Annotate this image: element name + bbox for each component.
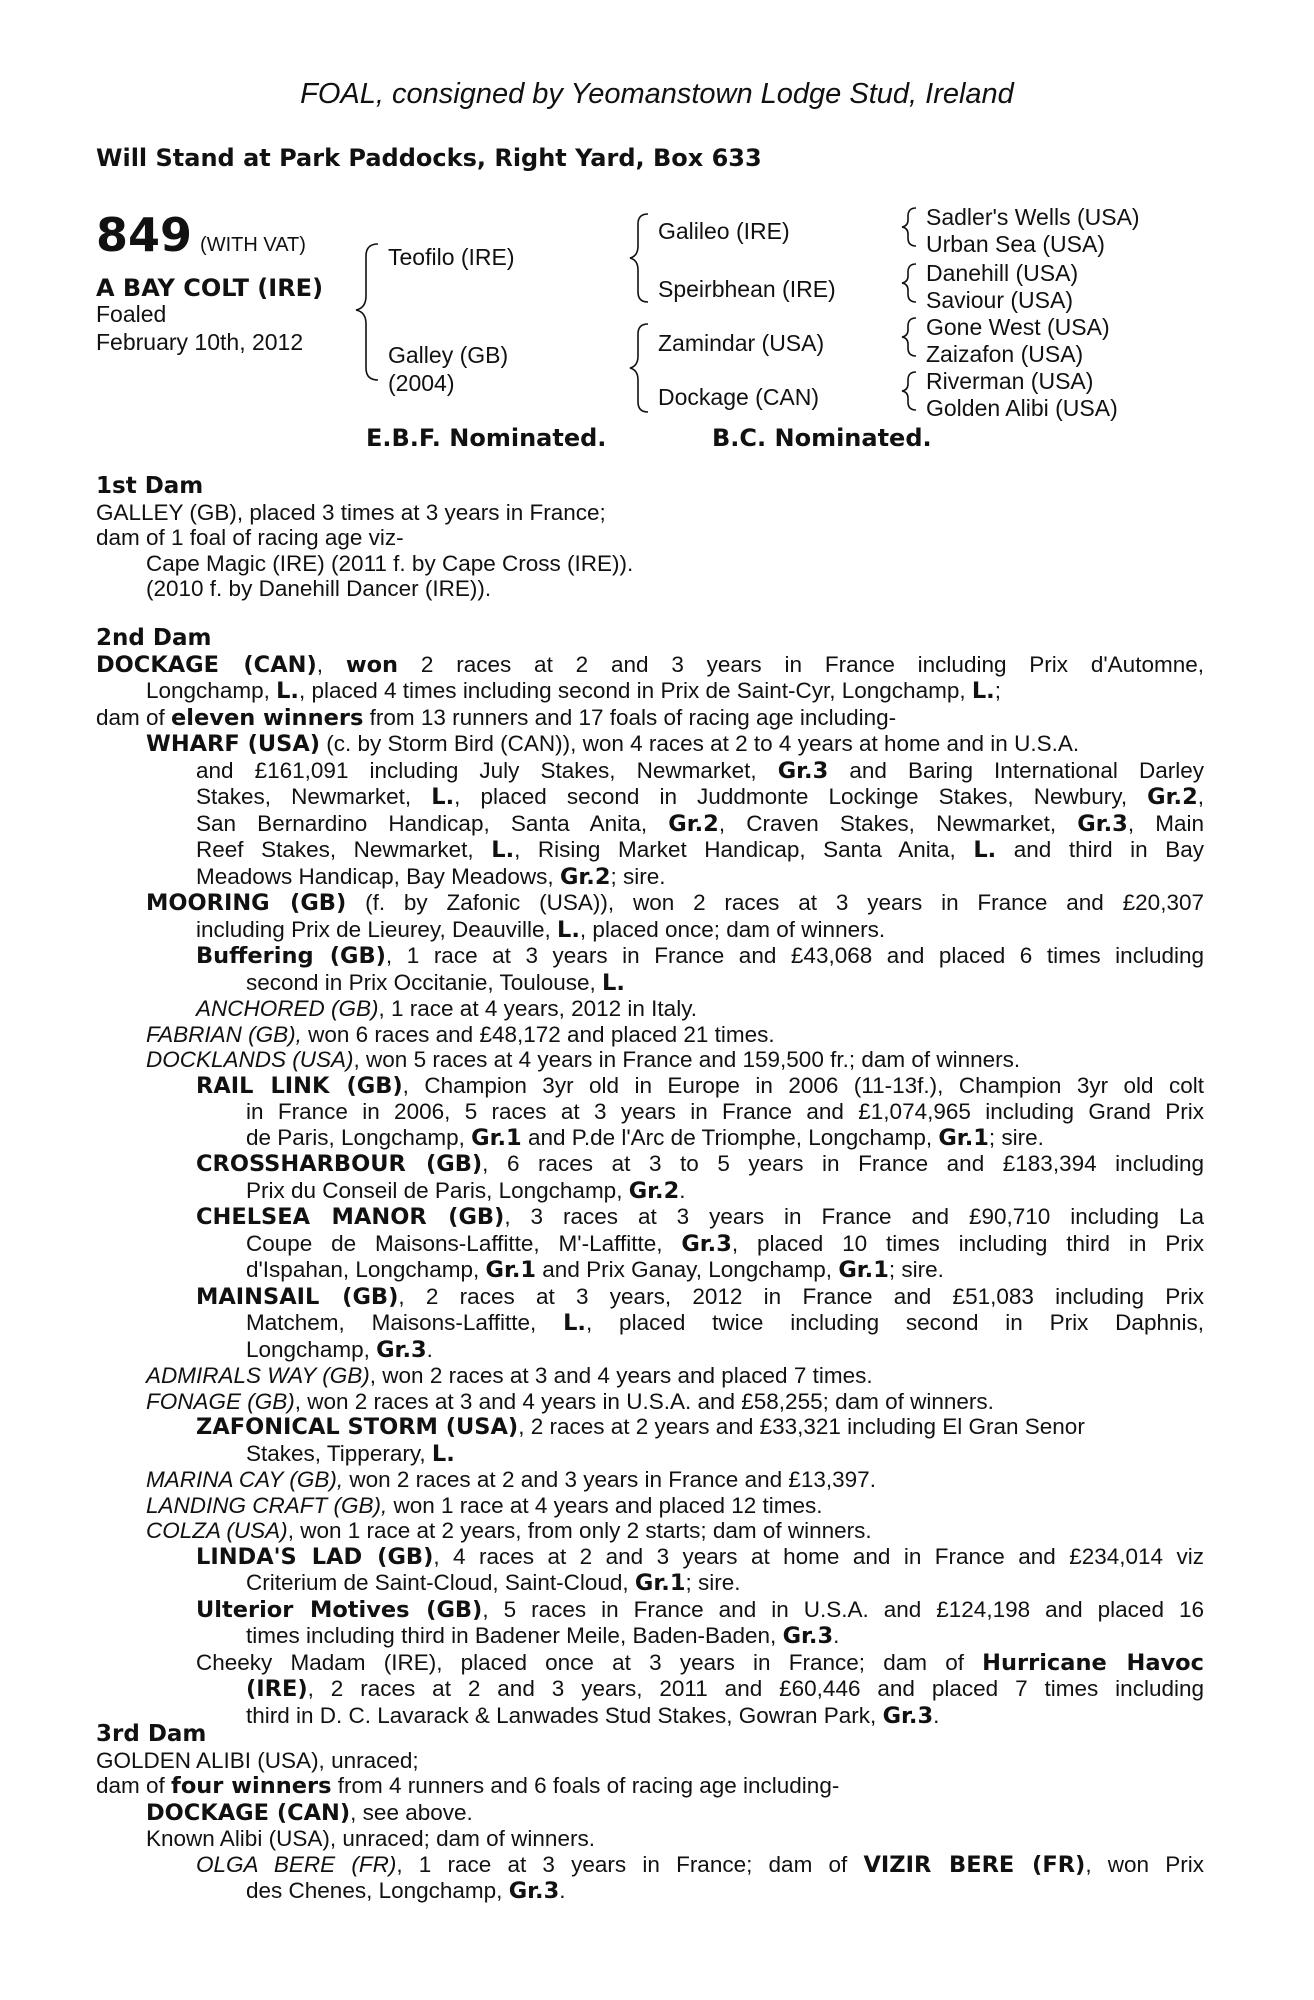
race-text: and Baring International Darley bbox=[828, 757, 1204, 783]
brace-dam bbox=[630, 324, 648, 412]
ggs-4: Saviour (USA) bbox=[926, 287, 1073, 313]
second-dam-heading: 2nd Dam bbox=[96, 625, 212, 651]
race-text: . bbox=[426, 1336, 433, 1362]
granddam-2: Dockage (CAN) bbox=[658, 384, 820, 410]
race-text: Longchamp, bbox=[146, 678, 277, 703]
known-alibi-line: Known Alibi (USA), unraced; dam of winners. bbox=[146, 1826, 595, 1851]
cheeky-line-2 bbox=[96, 1676, 1204, 1703]
first-dam-section bbox=[96, 474, 1204, 602]
anchored-line bbox=[96, 996, 1204, 1022]
race-text: won 1 race at 4 years and placed 12 times. bbox=[387, 1492, 823, 1518]
chelsea-line-3 bbox=[96, 1257, 1204, 1284]
race-text: , see above. bbox=[350, 1799, 473, 1825]
grade-mark: Gr.1 bbox=[634, 1570, 686, 1596]
race-text: de Paris, Longchamp, bbox=[246, 1124, 472, 1150]
horse-name: DOCKLANDS (USA) bbox=[146, 1047, 354, 1072]
listed-mark: L. bbox=[431, 1440, 455, 1467]
horse-name: VIZIR BERE (FR) bbox=[863, 1851, 1086, 1878]
horse-name: ADMIRALS WAY (GB) bbox=[146, 1363, 370, 1388]
fonage-line bbox=[96, 1389, 1204, 1415]
lindas-line-2 bbox=[96, 1570, 1204, 1597]
chelsea-line-2 bbox=[96, 1231, 1204, 1258]
bc-nominated: B.C. Nominated. bbox=[712, 424, 932, 452]
race-text: , 6 races at 3 to 5 years in France and £183,394 including bbox=[482, 1151, 1204, 1176]
first-dam-produce: Cape Magic (IRE) (2011 f. by Cape Cross (IRE)). bbox=[146, 550, 634, 576]
dockage-line-2 bbox=[96, 678, 1204, 705]
race-text: ; sire. bbox=[888, 1257, 944, 1282]
listed-mark: L. bbox=[276, 678, 299, 704]
raillink-line-3 bbox=[96, 1125, 1204, 1152]
horse-name: Hurricane Havoc bbox=[982, 1649, 1204, 1676]
fabrian-line bbox=[96, 1022, 1204, 1048]
admirals-line bbox=[96, 1363, 1204, 1389]
race-text: , Champion 3yr old in Europe in 2006 (11-13f.), Champion 3yr old colt bbox=[402, 1072, 1204, 1098]
horse-name: MAINSAIL (GB) bbox=[196, 1283, 399, 1310]
zafonical-line-2 bbox=[96, 1441, 1204, 1468]
grade-mark: Gr.3 bbox=[882, 1702, 934, 1729]
lot-number: 849 bbox=[96, 208, 193, 262]
grade-mark: Gr.3 bbox=[1077, 810, 1128, 837]
first-dam-produce: (2010 f. by Danehill Dancer (IRE)). bbox=[146, 576, 492, 601]
crossharbour-line-1 bbox=[96, 1151, 1204, 1178]
race-text: 2 races at 2 and 3 years in France including Prix d'Automne, bbox=[398, 651, 1204, 677]
race-text: Criterium de Saint-Cloud, Saint-Cloud, bbox=[246, 1570, 635, 1595]
cheeky-line-1 bbox=[96, 1650, 1204, 1677]
race-text: won 2 races at 2 and 3 years in France and £13,397. bbox=[343, 1467, 876, 1492]
brace-ggs-4 bbox=[902, 372, 916, 410]
race-text: . bbox=[933, 1702, 940, 1728]
horse-name: MOORING (GB) bbox=[146, 890, 347, 916]
horse-name: CHELSEA MANOR (GB) bbox=[196, 1204, 505, 1230]
race-text: ; sire. bbox=[988, 1124, 1044, 1150]
ggs-5: Gone West (USA) bbox=[926, 314, 1110, 340]
race-text: times including third in Badener Meile, Baden-Baden, bbox=[246, 1623, 783, 1648]
race-text: Stakes, Newmarket, bbox=[196, 784, 432, 809]
listed-mark: L. bbox=[973, 837, 997, 863]
brace-ggs-1 bbox=[902, 208, 916, 246]
ulterior-line-1 bbox=[96, 1597, 1204, 1624]
lindas-line-1 bbox=[96, 1544, 1204, 1571]
brace-sire bbox=[630, 214, 648, 302]
ggs-7: Riverman (USA) bbox=[926, 368, 1094, 394]
olga-line-2 bbox=[96, 1878, 1204, 1905]
winners-count: four winners bbox=[171, 1773, 332, 1799]
race-text: , placed 4 times including second in Prix de Saint-Cyr, Longchamp, bbox=[298, 678, 972, 703]
won-label: won bbox=[345, 651, 399, 678]
granddam-1: Speirbhean (IRE) bbox=[658, 276, 836, 302]
vat-note: (WITH VAT) bbox=[200, 234, 306, 256]
race-text: (c. by Storm Bird (CAN)), won 4 races at 2 to 4 years at home and in U.S.A. bbox=[320, 731, 1080, 756]
dockage-line-1: DOCKAGE (CAN), won 2 races at 2 and 3 years in France including Prix d'Automne, bbox=[96, 651, 1204, 678]
ebf-nominated: E.B.F. Nominated. bbox=[366, 424, 607, 452]
race-text: , placed twice including second in Prix Daphnis, bbox=[585, 1310, 1204, 1335]
race-text: , 1 race at 4 years, 2012 in Italy. bbox=[378, 996, 698, 1021]
sire-name: Teofilo (IRE) bbox=[388, 244, 515, 270]
race-text: Prix du Conseil de Paris, Longchamp, bbox=[246, 1177, 629, 1203]
race-text: ; sire. bbox=[610, 863, 666, 889]
page-title: FOAL, consigned by Yeomanstown Lodge Stud, Ireland bbox=[300, 78, 1014, 110]
race-text: , won Prix bbox=[1085, 1851, 1204, 1877]
grade-mark: Gr.2 bbox=[668, 810, 719, 837]
race-text: Stakes, Tipperary, bbox=[246, 1440, 432, 1466]
brace-ggs-3 bbox=[902, 318, 916, 356]
ggs-2: Urban Sea (USA) bbox=[926, 231, 1105, 257]
buffering-line-2 bbox=[96, 970, 1204, 997]
horse-name: LANDING CRAFT (GB), bbox=[146, 1492, 388, 1518]
race-text: , 3 races at 3 years in France and £90,710 including La bbox=[504, 1204, 1204, 1229]
colt-name: A BAY COLT (IRE) bbox=[96, 274, 324, 302]
race-text: des Chenes, Longchamp, bbox=[246, 1878, 509, 1903]
raillink-line-1 bbox=[96, 1073, 1204, 1100]
race-text: , Craven Stakes, Newmarket, bbox=[718, 810, 1078, 836]
horse-name: FONAGE (GB) bbox=[146, 1388, 295, 1414]
horse-name: CROSSHARBOUR (GB) bbox=[196, 1151, 483, 1177]
brace-ggs-2 bbox=[902, 264, 916, 302]
race-text: Longchamp, bbox=[246, 1336, 377, 1362]
chelsea-line-1 bbox=[96, 1204, 1204, 1231]
race-text: and Prix Ganay, Longchamp, bbox=[536, 1257, 839, 1282]
dockage-produce-line bbox=[96, 705, 1204, 732]
grade-mark: Gr.1 bbox=[938, 1124, 989, 1151]
docklands-line bbox=[96, 1047, 1204, 1073]
wharf-line-2 bbox=[96, 758, 1204, 785]
first-dam-line: GALLEY (GB), placed 3 times at 3 years in France; bbox=[96, 499, 606, 525]
grade-mark: Gr.2 bbox=[1147, 784, 1198, 810]
race-text: . bbox=[679, 1177, 686, 1203]
third-dam-section bbox=[96, 1722, 1204, 1905]
grade-mark: Gr.2 bbox=[628, 1177, 680, 1204]
listed-mark: L. bbox=[491, 837, 515, 863]
horse-name: ZAFONICAL STORM (USA) bbox=[196, 1414, 519, 1440]
race-text: Meadows Handicap, Bay Meadows, bbox=[196, 863, 560, 889]
first-dam-line: dam of 1 foal of racing age viz- bbox=[96, 525, 404, 550]
race-text: Coupe de Maisons-Laffitte, M'-Laffitte, bbox=[246, 1230, 682, 1256]
horse-name: Ulterior Motives (GB) bbox=[196, 1596, 483, 1623]
horse-name: DOCKAGE (CAN) bbox=[96, 651, 317, 678]
ggs-6: Zaizafon (USA) bbox=[926, 341, 1084, 367]
winners-count: eleven winners bbox=[171, 704, 364, 731]
landing-line bbox=[96, 1493, 1204, 1519]
ggs-3: Danehill (USA) bbox=[926, 260, 1079, 286]
race-text: d'Ispahan, Longchamp, bbox=[246, 1257, 486, 1282]
race-text: , placed once; dam of winners. bbox=[579, 916, 886, 942]
race-text: (f. by Zafonic (USA)), won 2 races at 3 years in France and £20,307 bbox=[346, 890, 1204, 915]
race-text: from 13 runners and 17 foals of racing age including- bbox=[363, 704, 897, 730]
ggs-8: Golden Alibi (USA) bbox=[926, 395, 1118, 421]
horse-name: OLGA BERE (FR) bbox=[196, 1851, 397, 1877]
horse-name: MARINA CAY (GB), bbox=[146, 1467, 344, 1492]
mainsail-line-1 bbox=[96, 1284, 1204, 1311]
third-dam-line: GOLDEN ALIBI (USA), unraced; bbox=[96, 1747, 419, 1773]
race-text: , 2 races at 3 years, 2012 in France and £51,083 including Prix bbox=[398, 1283, 1204, 1309]
wharf-line-4 bbox=[96, 811, 1204, 838]
horse-name: DOCKAGE (CAN) bbox=[146, 1799, 351, 1826]
race-text: , won 2 races at 3 and 4 years and placed 7 times. bbox=[369, 1363, 873, 1388]
race-text: , 1 race at 3 years in France and £43,068 and placed 6 times including bbox=[385, 943, 1204, 968]
dam-year: (2004) bbox=[388, 370, 455, 396]
third-dam-heading: 3rd Dam bbox=[96, 1721, 207, 1747]
buffering-line-1 bbox=[96, 943, 1204, 970]
race-text: , placed 10 times including third in Prix bbox=[731, 1230, 1204, 1256]
colza-line bbox=[96, 1518, 1204, 1544]
race-text: , Main bbox=[1127, 810, 1204, 836]
foaled-label: Foaled bbox=[96, 301, 167, 327]
race-text: ; bbox=[994, 678, 1001, 703]
horse-name: WHARF (USA) bbox=[146, 731, 321, 757]
race-text: won 6 races and £48,172 and placed 21 times. bbox=[301, 1021, 775, 1047]
race-text: and P.de l'Arc de Triomphe, Longchamp, bbox=[521, 1124, 939, 1150]
race-text: . bbox=[833, 1623, 840, 1648]
race-text: Matchem, Maisons-Laffitte, bbox=[246, 1310, 564, 1335]
listed-mark: L. bbox=[557, 916, 580, 943]
race-text: , 4 races at 2 and 3 years at home and in France and £234,014 viz bbox=[433, 1543, 1204, 1569]
race-text: dam of bbox=[96, 704, 172, 730]
race-text: and £161,091 including July Stakes, Newmarket, bbox=[196, 757, 778, 783]
zafonical-line-1 bbox=[96, 1414, 1204, 1441]
first-dam-heading: 1st Dam bbox=[96, 473, 204, 499]
race-text: ; sire. bbox=[685, 1570, 741, 1595]
wharf-line-6 bbox=[96, 864, 1204, 891]
stand-location: Will Stand at Park Paddocks, Right Yard, Box 633 bbox=[96, 144, 762, 172]
wharf-line-1 bbox=[96, 731, 1204, 758]
mooring-line-1 bbox=[96, 890, 1204, 917]
race-text: , Rising Market Handicap, Santa Anita, bbox=[514, 837, 974, 862]
third-dam-produce-line bbox=[96, 1773, 1204, 1800]
grade-mark: Gr.3 bbox=[782, 1623, 834, 1649]
ggs-1: Sadler's Wells (USA) bbox=[926, 204, 1140, 230]
raillink-line-2: in France in 2006, 5 races at 3 years in France and £1,074,965 including Grand Prix bbox=[246, 1099, 1204, 1124]
mooring-line-2 bbox=[96, 917, 1204, 944]
wharf-line-3: Stakes, Newmarket, L., placed second in Juddmonte Lockinge Stakes, Newbury, Gr.2, bbox=[196, 784, 1204, 810]
grade-mark: Gr.3 bbox=[376, 1336, 427, 1363]
grade-mark: Gr.1 bbox=[485, 1257, 537, 1283]
dam-name: Galley (GB) bbox=[388, 342, 509, 368]
grade-mark: Gr.1 bbox=[471, 1124, 522, 1151]
race-text: , 1 race at 3 years in France; dam of bbox=[396, 1851, 864, 1877]
horse-name: ANCHORED (GB) bbox=[196, 996, 379, 1021]
race-text: , 5 races in France and in U.S.A. and £124,198 and placed 16 bbox=[482, 1596, 1204, 1622]
race-text: , won 5 races at 4 years in France and 159,500 fr.; dam of winners. bbox=[353, 1047, 1021, 1072]
race-text: , 2 races at 2 years and £33,321 including El Gran Senor bbox=[518, 1414, 1085, 1439]
listed-mark: L. bbox=[971, 678, 995, 704]
grade-mark: Gr.3 bbox=[777, 757, 829, 784]
mainsail-line-3 bbox=[96, 1337, 1204, 1364]
listed-mark: L. bbox=[431, 784, 455, 810]
grade-mark: Gr.3 bbox=[681, 1230, 732, 1257]
brace-main bbox=[356, 244, 378, 380]
race-text: and third in Bay bbox=[996, 837, 1205, 862]
grandsire-1: Galileo (IRE) bbox=[658, 218, 790, 244]
horse-name: FABRIAN (GB), bbox=[146, 1021, 302, 1047]
race-text: , won 1 race at 2 years, from only 2 starts; dam of winners. bbox=[287, 1518, 872, 1543]
grade-mark: Gr.1 bbox=[838, 1257, 889, 1283]
race-text: Cheeky Madam (IRE), placed once at 3 years in France; dam of bbox=[196, 1649, 983, 1675]
race-text: dam of bbox=[96, 1773, 172, 1798]
wharf-line-5 bbox=[96, 837, 1204, 864]
grade-mark: Gr.2 bbox=[559, 863, 611, 890]
race-text: . bbox=[559, 1878, 566, 1903]
horse-name: RAIL LINK (GB) bbox=[196, 1072, 403, 1099]
grade-mark: Gr.3 bbox=[508, 1878, 560, 1904]
second-dam-section bbox=[96, 626, 1204, 1729]
race-text: second in Prix Occitanie, Toulouse, bbox=[246, 969, 603, 995]
listed-mark: L. bbox=[563, 1310, 586, 1336]
horse-name: Buffering (GB) bbox=[196, 943, 386, 969]
grandsire-2: Zamindar (USA) bbox=[658, 330, 825, 356]
race-text: third in D. C. Lavarack & Lanwades Stud Stakes, Gowran Park, bbox=[246, 1702, 883, 1728]
horse-name: LINDA'S LAD (GB) bbox=[196, 1543, 434, 1570]
olga-line-1 bbox=[96, 1852, 1204, 1879]
race-text: , 2 races at 2 and 3 years, 2011 and £60,446 and placed 7 times including bbox=[307, 1676, 1204, 1701]
horse-name: (IRE) bbox=[246, 1676, 308, 1702]
race-text: , placed second in Juddmonte Lockinge Stakes, Newbury, bbox=[454, 784, 1148, 809]
marina-line bbox=[96, 1467, 1204, 1493]
foal-date: February 10th, 2012 bbox=[96, 329, 304, 355]
race-text: from 4 runners and 6 foals of racing age including- bbox=[331, 1773, 840, 1798]
dockage-ref-line bbox=[96, 1800, 1204, 1827]
mainsail-line-2 bbox=[96, 1310, 1204, 1337]
race-text: Reef Stakes, Newmarket, bbox=[196, 837, 492, 862]
race-text: San Bernardino Handicap, Santa Anita, bbox=[196, 810, 669, 836]
race-text: including Prix de Lieurey, Deauville, bbox=[196, 916, 558, 942]
crossharbour-line-2 bbox=[96, 1178, 1204, 1205]
race-text: , won 2 races at 3 and 4 years in U.S.A. and £58,255; dam of winners. bbox=[294, 1388, 994, 1414]
horse-name: COLZA (USA) bbox=[146, 1518, 288, 1543]
listed-mark: L. bbox=[602, 969, 625, 996]
ulterior-line-2 bbox=[96, 1623, 1204, 1650]
